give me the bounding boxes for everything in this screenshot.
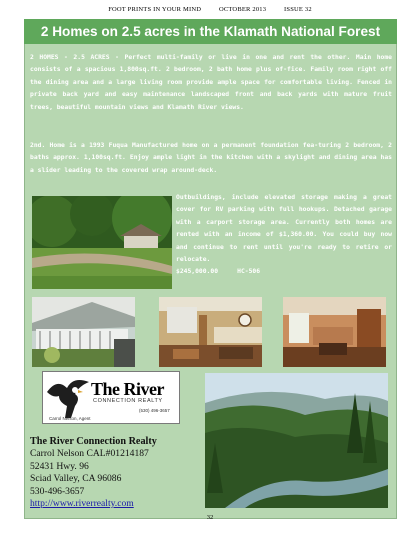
eagle-logo-icon [45, 374, 91, 422]
realty-business-card [42, 371, 180, 424]
porch-deck-photo [32, 297, 135, 367]
living-room-photo [283, 297, 386, 367]
city-state-zip: Sciad Valley, CA 96086 [30, 473, 122, 485]
page-header [0, 6, 420, 13]
river-valley-photo [205, 373, 388, 508]
kitchen-dining-photo [159, 297, 262, 367]
issue-date: OCTOBER 2013 [218, 6, 267, 13]
card-phone: (530) 496-3657 [139, 408, 170, 413]
outbuildings-description: Outbuildings, include elevated storage making a great cover for RV parking with full hookups. Detached garage with a carport storage area. Currently both homes are rented with an income of $1,360.00. You could buy now and continue to rent until you're ready to retire or relocate. [176, 194, 392, 264]
website-link[interactable]: http://www.riverrealty.com [30, 498, 134, 510]
listing-price: $245,000.00 [176, 268, 219, 276]
listing-code: HC-506 [237, 268, 261, 276]
listing-description-main: 2 HOMES - 2.5 ACRES - Perfect multi-family or live in one and rent the other. Main home consists of a spacious 1,800sq.ft. 2 bedroom, 2 bath home plus of-fice. Family room right off the dining area and a large living room provide ample space for comfortable living. Fenced in private back yard and easy maintenance landscaped front and back yards with mature fruit trees, beautiful mountain views and Klamath River views. [30, 54, 392, 111]
phone-number: 530-496-3657 [30, 485, 85, 497]
listing-title: 2 Homes on 2.5 acres in the Klamath National Forest [24, 19, 397, 44]
listing-description-second-home: 2nd. Home is a 1993 Fuqua Manufactured home on a permanent foundation fea-turing 2 bedroom, 2 baths approx. 1,100sq.ft. Enjoy ample light in the kitchen with a skylight and dining area has a slider leading to the covered wrap around-deck. [30, 142, 392, 174]
publication-name: FOOT PRINTS IN YOUR MIND [108, 6, 202, 13]
house-lawn-photo [32, 196, 172, 289]
street-address: 52431 Hwy. 96 [30, 460, 89, 472]
contact-block [30, 436, 157, 510]
brand-name: The River [91, 379, 164, 399]
page-number: 32 [206, 514, 214, 521]
issue-number: ISSUE 32 [284, 6, 312, 13]
outbuildings-text [176, 192, 392, 279]
brand-tagline: CONNECTION REALTY [93, 398, 163, 404]
agent-name: Carrol Nelson CAL#01214187 [30, 448, 149, 460]
card-agent-name: Carrol Nelson, Agent [49, 416, 91, 421]
company-name: The River Connection Realty [30, 436, 157, 447]
